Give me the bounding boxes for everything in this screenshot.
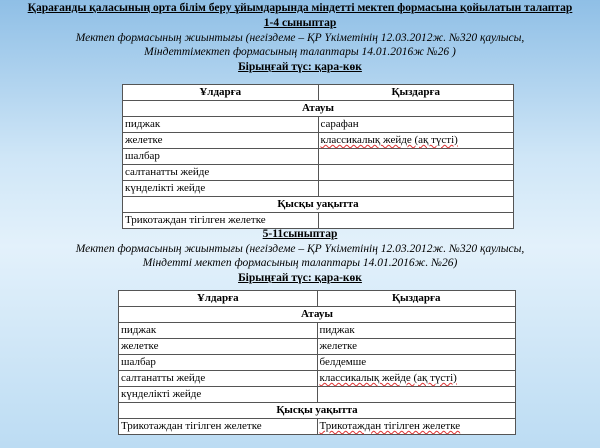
header-boys: Ұлдарға — [123, 85, 319, 101]
table-header-row — [123, 85, 514, 101]
cell-girls: желетке — [317, 339, 516, 355]
table-row — [123, 149, 514, 165]
cell-boys: желетке — [123, 133, 319, 149]
cell-girls: белдемше — [317, 355, 516, 371]
table-row — [119, 323, 516, 339]
sport-header-row — [123, 197, 514, 213]
header-boys: Ұлдарға — [119, 291, 318, 307]
sport-header: Қысқы уақытта — [119, 403, 516, 419]
sport-header-row — [119, 403, 516, 419]
section2-basis-line1: Мектеп формасының жиынтығы (негіздеме – ҚР Үкіметінің 12.03.2012ж. №320 қаулысы, — [75, 243, 525, 255]
cell-girls — [318, 213, 514, 229]
cell-girls: пиджак — [317, 323, 516, 339]
name-header-row — [123, 101, 514, 117]
cell-boys: Трикотаждан тігілген желетке — [123, 213, 319, 229]
cell-boys: пиджак — [119, 323, 318, 339]
table-row — [123, 181, 514, 197]
cell-boys: пиджак — [123, 117, 319, 133]
section2-table — [118, 290, 516, 435]
section1-basis-line2: Міндеттімектеп формасының талаптары 14.01.2016ж №26 ) — [144, 46, 456, 58]
table-header-row — [119, 291, 516, 307]
cell-girls — [318, 149, 514, 165]
table-row — [123, 165, 514, 181]
section1-color: Бірыңғай түс: қара-көк — [238, 61, 362, 73]
table-row — [119, 419, 516, 435]
table-row — [119, 355, 516, 371]
cell-girls: Трикотаждан тігілген желетке — [317, 419, 516, 435]
table-row — [123, 133, 514, 149]
cell-boys: Трикотаждан тігілген желетке — [119, 419, 318, 435]
sport-header: Қысқы уақытта — [123, 197, 514, 213]
header-girls: Қыздарға — [318, 85, 514, 101]
cell-boys: шалбар — [123, 149, 319, 165]
table-row — [119, 371, 516, 387]
cell-boys: салтанатты жейде — [119, 371, 318, 387]
header-girls: Қыздарға — [317, 291, 516, 307]
section2-color: Бірыңғай түс: қара-көк — [238, 272, 362, 284]
cell-girls: сарафан — [318, 117, 514, 133]
cell-girls — [317, 387, 516, 403]
cell-girls: классикалық жейде (ақ түсті) — [317, 371, 516, 387]
section2-grade: 5-11сыныптар — [262, 228, 338, 240]
cell-boys: шалбар — [119, 355, 318, 371]
table-row — [119, 387, 516, 403]
cell-boys: күнделікті жейде — [123, 181, 319, 197]
cell-boys: салтанатты жейде — [123, 165, 319, 181]
section1-grade: 1-4 сыныптар — [263, 17, 337, 29]
section2-basis-line2: Міндетті мектеп формасының талаптары 14.01.2016ж. №26) — [142, 257, 458, 269]
table-row — [123, 213, 514, 229]
name-header: Атауы — [119, 307, 516, 323]
name-header-row — [119, 307, 516, 323]
section1-table — [122, 84, 514, 229]
document-title: Қарағанды қаласының орта білім беру ұйымдарында міндетті мектеп формасына қойылатын талаптар — [27, 2, 573, 14]
section1-basis-line1: Мектеп формасының жиынтығы (негіздеме – ҚР Үкіметінің 12.03.2012ж. №320 қаулысы, — [75, 32, 525, 44]
table-row — [119, 339, 516, 355]
cell-boys: желетке — [119, 339, 318, 355]
cell-boys: күнделікті жейде — [119, 387, 318, 403]
name-header: Атауы — [123, 101, 514, 117]
cell-girls — [318, 165, 514, 181]
table-row — [123, 117, 514, 133]
cell-girls — [318, 181, 514, 197]
cell-girls: классикалық жейде (ақ түсті) — [318, 133, 514, 149]
